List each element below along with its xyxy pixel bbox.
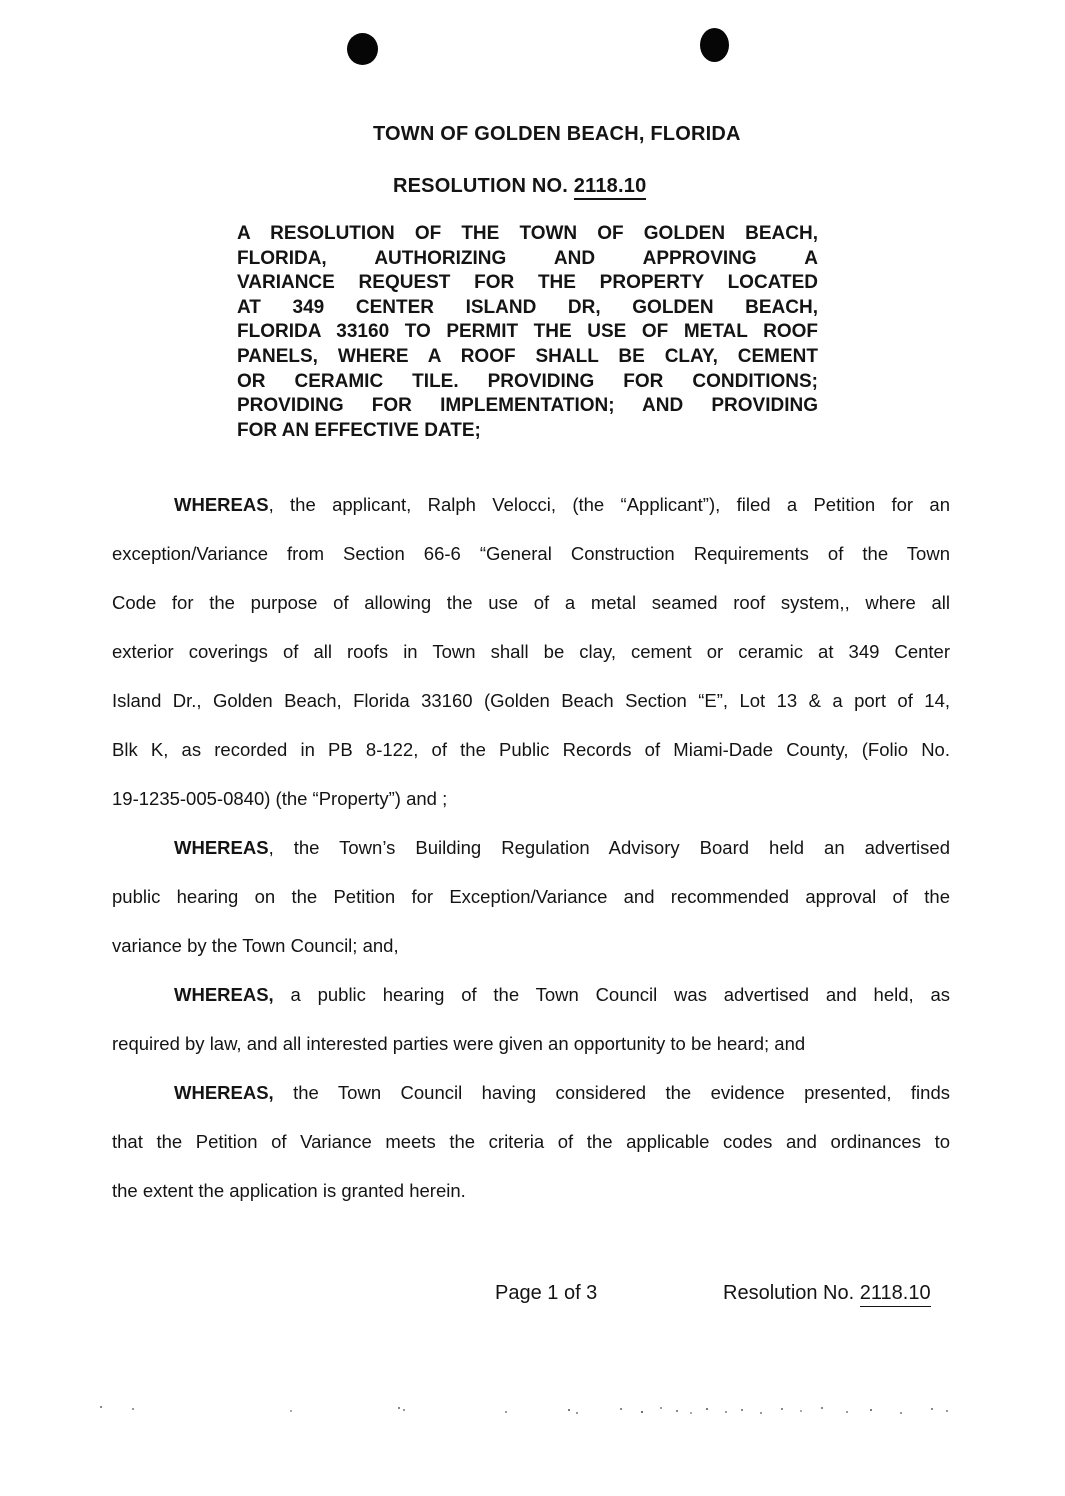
body-line: variance by the Town Council; and, bbox=[112, 935, 399, 956]
body-line bbox=[112, 480, 950, 529]
body-line bbox=[112, 823, 950, 872]
body-line bbox=[112, 1068, 950, 1117]
resolution-number: 2118.10 bbox=[574, 175, 647, 200]
title-block-line: FOR AN EFFECTIVE DATE; bbox=[237, 419, 481, 441]
whereas-lead: WHEREAS, bbox=[174, 1082, 274, 1103]
body-paragraph bbox=[112, 480, 950, 823]
body-line: Code for the purpose of allowing the use of a metal seamed roof system,, where all bbox=[112, 592, 950, 613]
resolution-number-heading bbox=[393, 175, 646, 197]
body-line: exception/Variance from Section 66-6 “General Construction Requirements of the Town bbox=[112, 543, 950, 564]
body-line: Blk K, as recorded in PB 8-122, of the Public Records of Miami-Dade County, (Folio No. bbox=[112, 739, 950, 760]
body-line: Island Dr., Golden Beach, Florida 33160 (Golden Beach Section “E”, Lot 13 & a port of 14, bbox=[112, 690, 950, 711]
title-block-line: FLORIDA, AUTHORIZING AND APPROVING A bbox=[237, 247, 818, 269]
title-block-line: VARIANCE REQUEST FOR THE PROPERTY LOCATED bbox=[237, 272, 818, 294]
body-line: public hearing on the Petition for Exception/Variance and recommended approval of the bbox=[112, 886, 950, 907]
body-paragraph bbox=[112, 1068, 950, 1215]
title-block-line: FLORIDA 33160 TO PERMIT THE USE OF METAL ROOF bbox=[237, 321, 818, 343]
footer-resolution-label: Resolution No. bbox=[723, 1282, 860, 1304]
title-block-line: AT 349 CENTER ISLAND DR, GOLDEN BEACH, bbox=[237, 296, 818, 318]
resolution-label: RESOLUTION NO. bbox=[393, 175, 574, 197]
body-line-text: , the Town’s Building Regulation Advisory Board held an advertised bbox=[268, 837, 950, 858]
whereas-lead: WHEREAS, bbox=[174, 984, 274, 1005]
footer-resolution-value: 2118.10 bbox=[860, 1282, 931, 1307]
body-line: exterior coverings of all roofs in Town shall be clay, cement or ceramic at 349 Center bbox=[112, 641, 950, 662]
document-title: TOWN OF GOLDEN BEACH, FLORIDA bbox=[373, 123, 741, 145]
title-block-line: PANELS, WHERE A ROOF SHALL BE CLAY, CEMENT bbox=[237, 345, 818, 367]
binder-hole-right-icon bbox=[700, 28, 729, 62]
body-line-text: the Town Council having considered the evidence presented, finds bbox=[273, 1082, 950, 1103]
body-line: the extent the application is granted herein. bbox=[112, 1180, 466, 1201]
footer-resolution-number bbox=[723, 1282, 931, 1304]
body-paragraph bbox=[112, 823, 950, 970]
body-line: that the Petition of Variance meets the criteria of the applicable codes and ordinances to bbox=[112, 1131, 950, 1152]
binder-hole-left-icon bbox=[347, 33, 378, 65]
body-line: required by law, and all interested parties were given an opportunity to be heard; and bbox=[112, 1033, 806, 1054]
title-block-line: A RESOLUTION OF THE TOWN OF GOLDEN BEACH, bbox=[237, 223, 818, 244]
body-line-text: a public hearing of the Town Council was advertised and held, as bbox=[273, 984, 950, 1005]
body-line-text: , the applicant, Ralph Velocci, (the “Applicant”), filed a Petition for an bbox=[268, 494, 950, 515]
document-body bbox=[112, 480, 950, 1215]
whereas-lead: WHEREAS bbox=[174, 494, 269, 515]
title-block-line: OR CERAMIC TILE. PROVIDING FOR CONDITIONS; bbox=[237, 370, 818, 392]
body-line bbox=[112, 970, 950, 1019]
footer-page-number: Page 1 of 3 bbox=[495, 1282, 598, 1304]
body-paragraph bbox=[112, 970, 950, 1068]
whereas-lead: WHEREAS bbox=[174, 837, 269, 858]
resolution-title-block bbox=[237, 222, 818, 443]
title-block-line: PROVIDING FOR IMPLEMENTATION; AND PROVIDING bbox=[237, 395, 818, 417]
scan-noise-speckles bbox=[100, 1406, 102, 1408]
body-line: 19-1235-005-0840) (the “Property”) and ; bbox=[112, 788, 448, 809]
